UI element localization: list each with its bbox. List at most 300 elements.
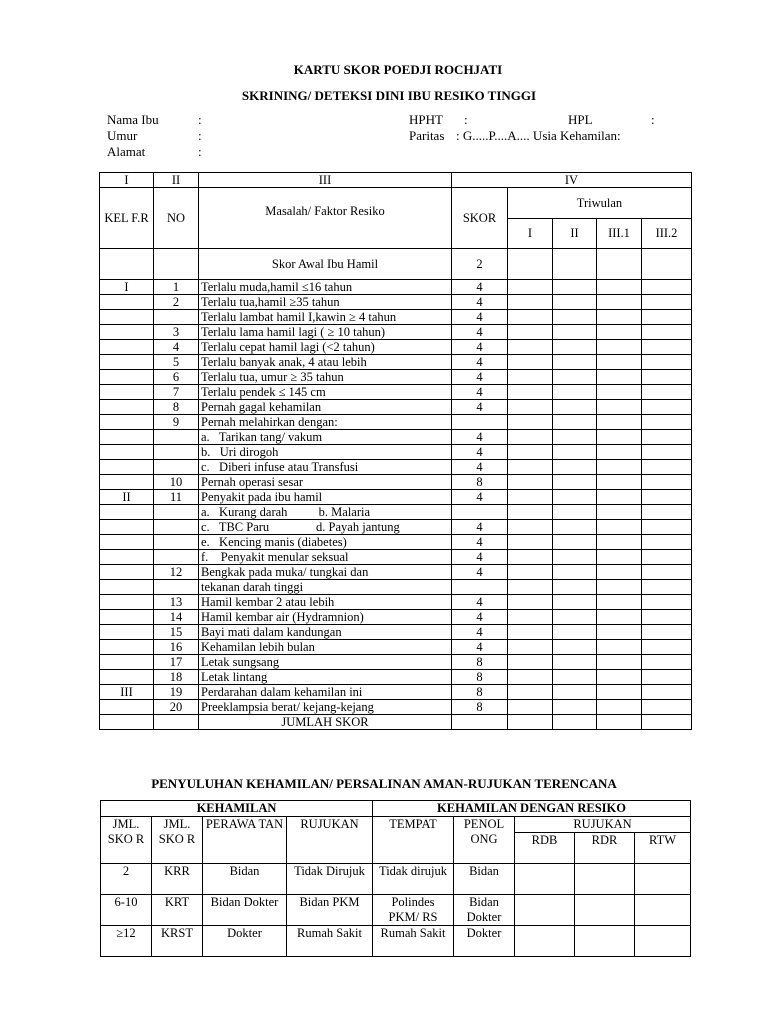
- risk-factor-text: Pernah operasi sesar: [199, 475, 452, 490]
- table-row: [100, 670, 692, 685]
- kel-cell: [100, 580, 154, 595]
- triwulan-2-cell[interactable]: [553, 490, 597, 505]
- skor-cell: 4: [452, 565, 508, 580]
- triwulan-3-cell[interactable]: [597, 625, 642, 640]
- table-row: [100, 355, 692, 370]
- no-cell: 19: [154, 685, 199, 700]
- triwulan-2-cell[interactable]: [553, 565, 597, 580]
- triwulan-2-cell[interactable]: [553, 505, 597, 520]
- triwulan-4-cell[interactable]: [642, 370, 692, 385]
- skor-cell: 4: [452, 550, 508, 565]
- kel-cell: [100, 640, 154, 655]
- kel-cell: [100, 565, 154, 580]
- no-cell: 5: [154, 355, 199, 370]
- triwulan-3-cell[interactable]: [597, 580, 642, 595]
- risk-factor-text: Terlalu lama hamil lagi ( ≥ 10 tahun): [199, 325, 452, 340]
- no-cell: [154, 550, 199, 565]
- no-cell: 12: [154, 565, 199, 580]
- no-cell: [154, 430, 199, 445]
- umur-colon: :: [198, 128, 202, 143]
- triwulan-1-cell[interactable]: [508, 445, 553, 460]
- triwulan-2-cell[interactable]: [553, 595, 597, 610]
- header-roman-1: I: [100, 173, 154, 188]
- skor-awal-label: Skor Awal Ibu Hamil: [199, 249, 452, 280]
- risk-factor-text: Pernah gagal kehamilan: [199, 400, 452, 415]
- table-row: [100, 490, 692, 505]
- triwulan-4-cell[interactable]: [642, 685, 692, 700]
- triwulan-4-cell[interactable]: [642, 310, 692, 325]
- section2-title: PENYULUHAN KEHAMILAN/ PERSALINAN AMAN-RUJUKAN TERENCANA: [151, 776, 617, 791]
- triwulan-1-cell[interactable]: [508, 415, 553, 430]
- skor-cell: 4: [452, 595, 508, 610]
- alamat-colon: :: [198, 144, 202, 159]
- ref-perawatan-cell: Bidan Dokter: [203, 895, 287, 926]
- triwulan-3-cell[interactable]: [597, 475, 642, 490]
- kel-cell: III: [100, 685, 154, 700]
- triwulan-2-cell[interactable]: [553, 700, 597, 715]
- triwulan-1-cell[interactable]: [508, 505, 553, 520]
- sub-rdr: RDR: [575, 833, 635, 864]
- risk-rows: [100, 280, 692, 715]
- ref-rdr-cell[interactable]: [575, 926, 635, 957]
- triwulan-4-cell[interactable]: [642, 400, 692, 415]
- triwulan-1-cell[interactable]: [508, 655, 553, 670]
- no-cell: [154, 445, 199, 460]
- skor-cell: [452, 415, 508, 430]
- triwulan-4-cell[interactable]: [642, 670, 692, 685]
- triwulan-4-cell[interactable]: [642, 640, 692, 655]
- table-row: [100, 325, 692, 340]
- risk-factor-text: Letak lintang: [199, 670, 452, 685]
- skor-cell: 4: [452, 370, 508, 385]
- no-cell: 3: [154, 325, 199, 340]
- table-row: [101, 895, 691, 926]
- triwulan-4-cell[interactable]: [642, 355, 692, 370]
- risk-factor-text: Terlalu tua, umur ≥ 35 tahun: [199, 370, 452, 385]
- ref-rdr-cell[interactable]: [575, 895, 635, 926]
- ref-kel-cell: KRT: [152, 895, 203, 926]
- ref-rdb-cell[interactable]: [515, 926, 575, 957]
- nama-ibu-label: Nama Ibu: [107, 112, 159, 127]
- kel-cell: II: [100, 490, 154, 505]
- table-row: [100, 520, 692, 535]
- no-cell: 17: [154, 655, 199, 670]
- triwulan-1-cell[interactable]: [508, 640, 553, 655]
- triwulan-3-cell[interactable]: [597, 685, 642, 700]
- triwulan-1-cell[interactable]: [508, 295, 553, 310]
- risk-factor-text: c. Diberi infuse atau Transfusi: [199, 460, 452, 475]
- triwulan-3-cell[interactable]: [597, 565, 642, 580]
- ref-rtw-cell[interactable]: [635, 895, 691, 926]
- triwulan-4-cell[interactable]: [642, 535, 692, 550]
- table-row: [100, 400, 692, 415]
- triwulan-3-cell[interactable]: [597, 460, 642, 475]
- skor-awal-tw4[interactable]: [642, 249, 692, 280]
- ref-rujukan-cell: Rumah Sakit: [287, 926, 373, 957]
- skor-cell: 4: [452, 385, 508, 400]
- triwulan-4-cell[interactable]: [642, 610, 692, 625]
- triwulan-col-1: I: [508, 218, 553, 249]
- triwulan-4-cell[interactable]: [642, 550, 692, 565]
- triwulan-4-cell[interactable]: [642, 625, 692, 640]
- ref-penolong-cell: Dokter: [454, 926, 515, 957]
- risk-factor-text: Terlalu muda,hamil ≤16 tahun: [199, 280, 452, 295]
- sub-rdb: RDB: [515, 833, 575, 864]
- kel-cell: [100, 415, 154, 430]
- triwulan-2-cell[interactable]: [553, 340, 597, 355]
- no-cell: 16: [154, 640, 199, 655]
- table-row: [100, 430, 692, 445]
- kel-cell: [100, 670, 154, 685]
- ref-penolong-cell: Bidan Dokter: [454, 895, 515, 926]
- kel-cell: [100, 595, 154, 610]
- ref-skor-cell: ≥12: [101, 926, 152, 957]
- triwulan-1-cell[interactable]: [508, 520, 553, 535]
- triwulan-1-cell[interactable]: [508, 355, 553, 370]
- col-tempat: TEMPAT: [373, 817, 454, 864]
- skor-cell: 4: [452, 355, 508, 370]
- triwulan-3-cell[interactable]: [597, 610, 642, 625]
- triwulan-3-cell[interactable]: [597, 670, 642, 685]
- risk-factor-text: a. Kurang darah b. Malaria: [199, 505, 452, 520]
- triwulan-4-cell[interactable]: [642, 295, 692, 310]
- skor-cell: 8: [452, 700, 508, 715]
- table-row: [100, 505, 692, 520]
- triwulan-3-cell[interactable]: [597, 445, 642, 460]
- col-jml-skor-kel: JML. SKO R: [152, 817, 203, 864]
- risk-factor-text: Hamil kembar 2 atau lebih: [199, 595, 452, 610]
- no-cell: 18: [154, 670, 199, 685]
- triwulan-3-cell[interactable]: [597, 370, 642, 385]
- triwulan-2-cell[interactable]: [553, 550, 597, 565]
- triwulan-3-cell[interactable]: [597, 700, 642, 715]
- triwulan-1-cell[interactable]: [508, 625, 553, 640]
- col-penolong: PENOL ONG: [454, 817, 515, 864]
- risk-factor-text: Terlalu pendek ≤ 145 cm: [199, 385, 452, 400]
- triwulan-3-cell[interactable]: [597, 430, 642, 445]
- triwulan-2-cell[interactable]: [553, 430, 597, 445]
- triwulan-4-cell[interactable]: [642, 325, 692, 340]
- jumlah-kel-cell: [100, 715, 154, 730]
- triwulan-1-cell[interactable]: [508, 385, 553, 400]
- triwulan-1-cell[interactable]: [508, 595, 553, 610]
- hpl-colon: :: [651, 112, 655, 127]
- triwulan-4-cell[interactable]: [642, 520, 692, 535]
- table-row: [100, 295, 692, 310]
- table-row: [100, 340, 692, 355]
- triwulan-3-cell[interactable]: [597, 400, 642, 415]
- no-cell: 8: [154, 400, 199, 415]
- no-cell: 11: [154, 490, 199, 505]
- triwulan-1-cell[interactable]: [508, 430, 553, 445]
- triwulan-4-cell[interactable]: [642, 415, 692, 430]
- triwulan-1-cell[interactable]: [508, 670, 553, 685]
- risk-factor-text: Terlalu banyak anak, 4 atau lebih: [199, 355, 452, 370]
- triwulan-3-cell[interactable]: [597, 550, 642, 565]
- triwulan-2-cell[interactable]: [553, 580, 597, 595]
- no-cell: 9: [154, 415, 199, 430]
- ref-kel-cell: KRST: [152, 926, 203, 957]
- risk-factor-text: Terlalu cepat hamil lagi (<2 tahun): [199, 340, 452, 355]
- table-row: [100, 385, 692, 400]
- no-cell: [154, 460, 199, 475]
- triwulan-1-cell[interactable]: [508, 325, 553, 340]
- triwulan-col-3: III.1: [597, 218, 642, 249]
- triwulan-2-cell[interactable]: [553, 325, 597, 340]
- triwulan-2-cell[interactable]: [553, 460, 597, 475]
- jumlah-skor-value[interactable]: [452, 715, 508, 730]
- triwulan-1-cell[interactable]: [508, 370, 553, 385]
- risk-factor-text: Preeklampsia berat/ kejang-kejang: [199, 700, 452, 715]
- kel-cell: [100, 610, 154, 625]
- table-row: [100, 700, 692, 715]
- triwulan-4-cell[interactable]: [642, 445, 692, 460]
- ref-rdb-cell[interactable]: [515, 895, 575, 926]
- triwulan-2-cell[interactable]: [553, 310, 597, 325]
- skor-awal-tw1[interactable]: [508, 249, 553, 280]
- triwulan-1-cell[interactable]: [508, 400, 553, 415]
- triwulan-3-cell[interactable]: [597, 520, 642, 535]
- no-cell: 20: [154, 700, 199, 715]
- skor-cell: 4: [452, 400, 508, 415]
- kel-cell: [100, 625, 154, 640]
- triwulan-2-cell[interactable]: [553, 475, 597, 490]
- skor-cell: 4: [452, 295, 508, 310]
- ref-tempat-cell: Rumah Sakit: [373, 926, 454, 957]
- triwulan-3-cell[interactable]: [597, 595, 642, 610]
- risk-factor-text: Terlalu tua,hamil ≥35 tahun: [199, 295, 452, 310]
- triwulan-4-cell[interactable]: [642, 595, 692, 610]
- table-row: [100, 310, 692, 325]
- jumlah-skor-label: JUMLAH SKOR: [199, 715, 452, 730]
- skor-cell: 4: [452, 640, 508, 655]
- kel-cell: [100, 325, 154, 340]
- triwulan-2-cell[interactable]: [553, 670, 597, 685]
- jumlah-no-cell: [154, 715, 199, 730]
- no-cell: 2: [154, 295, 199, 310]
- triwulan-col-4: III.2: [642, 218, 692, 249]
- jumlah-tw4[interactable]: [642, 715, 692, 730]
- table-row: [100, 370, 692, 385]
- table-row: [100, 595, 692, 610]
- table-row: [101, 926, 691, 957]
- triwulan-1-cell[interactable]: [508, 535, 553, 550]
- risk-factor-text: tekanan darah tinggi: [199, 580, 452, 595]
- skor-header: SKOR: [452, 188, 508, 249]
- kehamilan-header: KEHAMILAN: [101, 801, 373, 817]
- kel-cell: [100, 445, 154, 460]
- ref-kel-cell: KRR: [152, 864, 203, 895]
- triwulan-2-cell[interactable]: [553, 640, 597, 655]
- table-row: [100, 475, 692, 490]
- triwulan-2-cell[interactable]: [553, 400, 597, 415]
- no-cell: [154, 505, 199, 520]
- triwulan-2-cell[interactable]: [553, 625, 597, 640]
- risk-factor-text: Bengkak pada muka/ tungkai dan: [199, 565, 452, 580]
- ref-skor-cell: 6-10: [101, 895, 152, 926]
- kel-cell: [100, 535, 154, 550]
- skor-cell: 4: [452, 610, 508, 625]
- triwulan-2-cell[interactable]: [553, 445, 597, 460]
- triwulan-3-cell[interactable]: [597, 535, 642, 550]
- risk-factor-text: b. Uri dirogoh: [199, 445, 452, 460]
- skor-cell: 4: [452, 520, 508, 535]
- form-subtitle: SKRINING/ DETEKSI DINI IBU RESIKO TINGGI: [241, 88, 537, 103]
- jumlah-tw3[interactable]: [597, 715, 642, 730]
- triwulan-col-2: II: [553, 218, 597, 249]
- triwulan-3-cell[interactable]: [597, 355, 642, 370]
- triwulan-2-cell[interactable]: [553, 655, 597, 670]
- ref-rtw-cell[interactable]: [635, 926, 691, 957]
- triwulan-4-cell[interactable]: [642, 280, 692, 295]
- triwulan-3-cell[interactable]: [597, 415, 642, 430]
- risk-factor-text: Bayi mati dalam kandungan: [199, 625, 452, 640]
- skor-awal-no-cell: [154, 249, 199, 280]
- triwulan-1-cell[interactable]: [508, 700, 553, 715]
- kel-cell: [100, 655, 154, 670]
- skor-cell: [452, 505, 508, 520]
- no-cell: 10: [154, 475, 199, 490]
- triwulan-3-cell[interactable]: [597, 640, 642, 655]
- ref-rdb-cell[interactable]: [515, 864, 575, 895]
- no-cell: 6: [154, 370, 199, 385]
- kel-cell: [100, 520, 154, 535]
- triwulan-3-cell[interactable]: [597, 295, 642, 310]
- kehamilan-resiko-header: KEHAMILAN DENGAN RESIKO: [373, 801, 691, 817]
- skor-cell: 4: [452, 460, 508, 475]
- col-perawatan: PERAWA TAN: [203, 817, 287, 864]
- triwulan-1-cell[interactable]: [508, 580, 553, 595]
- hpht-colon: :: [464, 112, 468, 127]
- ref-penolong-cell: Bidan: [454, 864, 515, 895]
- triwulan-2-cell[interactable]: [553, 520, 597, 535]
- risk-factor-text: Hamil kembar air (Hydramnion): [199, 610, 452, 625]
- skor-awal-kel-cell: [100, 249, 154, 280]
- header-roman-2: II: [154, 173, 199, 188]
- kel-cell: [100, 370, 154, 385]
- table-row: [101, 864, 691, 895]
- ref-perawatan-cell: Bidan: [203, 864, 287, 895]
- hpl-label: HPL: [568, 112, 593, 127]
- ref-tempat-cell: Tidak dirujuk: [373, 864, 454, 895]
- skor-cell: 4: [452, 445, 508, 460]
- jumlah-tw1[interactable]: [508, 715, 553, 730]
- triwulan-1-cell[interactable]: [508, 310, 553, 325]
- triwulan-4-cell[interactable]: [642, 475, 692, 490]
- kel-cell: [100, 505, 154, 520]
- triwulan-1-cell[interactable]: [508, 685, 553, 700]
- skor-cell: 4: [452, 280, 508, 295]
- triwulan-1-cell[interactable]: [508, 475, 553, 490]
- no-cell: [154, 520, 199, 535]
- no-cell: 4: [154, 340, 199, 355]
- triwulan-1-cell[interactable]: [508, 340, 553, 355]
- triwulan-3-cell[interactable]: [597, 280, 642, 295]
- triwulan-3-cell[interactable]: [597, 340, 642, 355]
- triwulan-4-cell[interactable]: [642, 655, 692, 670]
- triwulan-2-cell[interactable]: [553, 280, 597, 295]
- table-row: [100, 610, 692, 625]
- skor-cell: 4: [452, 325, 508, 340]
- paritas-value: : G.....P....A.... Usia Kehamilan:: [456, 128, 621, 143]
- skor-cell: 4: [452, 340, 508, 355]
- triwulan-3-cell[interactable]: [597, 505, 642, 520]
- skor-cell: 8: [452, 475, 508, 490]
- kel-cell: [100, 475, 154, 490]
- no-cell: [154, 535, 199, 550]
- triwulan-2-cell[interactable]: [553, 415, 597, 430]
- triwulan-4-cell[interactable]: [642, 565, 692, 580]
- kel-cell: [100, 460, 154, 475]
- skor-cell: 4: [452, 490, 508, 505]
- triwulan-4-cell[interactable]: [642, 460, 692, 475]
- skor-cell: 8: [452, 670, 508, 685]
- table-row: [100, 535, 692, 550]
- triwulan-4-cell[interactable]: [642, 505, 692, 520]
- kel-cell: [100, 700, 154, 715]
- header-roman-3: III: [199, 173, 452, 188]
- triwulan-3-cell[interactable]: [597, 325, 642, 340]
- triwulan-3-cell[interactable]: [597, 490, 642, 505]
- triwulan-2-cell[interactable]: [553, 385, 597, 400]
- skor-awal-tw2[interactable]: [553, 249, 597, 280]
- triwulan-2-cell[interactable]: [553, 610, 597, 625]
- kel-cell: [100, 340, 154, 355]
- triwulan-2-cell[interactable]: [553, 370, 597, 385]
- triwulan-2-cell[interactable]: [553, 685, 597, 700]
- ref-rujukan-cell: Bidan PKM: [287, 895, 373, 926]
- table-row: [100, 460, 692, 475]
- no-cell: 7: [154, 385, 199, 400]
- table-row: [100, 685, 692, 700]
- triwulan-2-cell[interactable]: [553, 355, 597, 370]
- kel-cell: [100, 355, 154, 370]
- triwulan-3-cell[interactable]: [597, 310, 642, 325]
- ref-rdr-cell[interactable]: [575, 864, 635, 895]
- alamat-label: Alamat: [107, 144, 146, 159]
- ref-skor-cell: 2: [101, 864, 152, 895]
- ref-rtw-cell[interactable]: [635, 864, 691, 895]
- sub-rtw: RTW: [635, 833, 691, 864]
- triwulan-3-cell[interactable]: [597, 655, 642, 670]
- triwulan-2-cell[interactable]: [553, 535, 597, 550]
- risk-factor-text: Terlalu lambat hamil I,kawin ≥ 4 tahun: [199, 310, 452, 325]
- triwulan-4-cell[interactable]: [642, 580, 692, 595]
- skor-awal-tw3[interactable]: [597, 249, 642, 280]
- header-roman-4: IV: [452, 173, 692, 188]
- triwulan-1-cell[interactable]: [508, 565, 553, 580]
- jumlah-tw2[interactable]: [553, 715, 597, 730]
- triwulan-4-cell[interactable]: [642, 700, 692, 715]
- triwulan-4-cell[interactable]: [642, 490, 692, 505]
- skor-awal-value: 2: [452, 249, 508, 280]
- table-row: [100, 280, 692, 295]
- triwulan-3-cell[interactable]: [597, 385, 642, 400]
- triwulan-4-cell[interactable]: [642, 385, 692, 400]
- skor-cell: [452, 580, 508, 595]
- triwulan-1-cell[interactable]: [508, 460, 553, 475]
- triwulan-4-cell[interactable]: [642, 430, 692, 445]
- triwulan-1-cell[interactable]: [508, 610, 553, 625]
- table-row: [100, 580, 692, 595]
- triwulan-1-cell[interactable]: [508, 550, 553, 565]
- triwulan-1-cell[interactable]: [508, 490, 553, 505]
- skor-cell: 4: [452, 625, 508, 640]
- triwulan-2-cell[interactable]: [553, 295, 597, 310]
- table-row: [100, 655, 692, 670]
- triwulan-1-cell[interactable]: [508, 280, 553, 295]
- triwulan-4-cell[interactable]: [642, 340, 692, 355]
